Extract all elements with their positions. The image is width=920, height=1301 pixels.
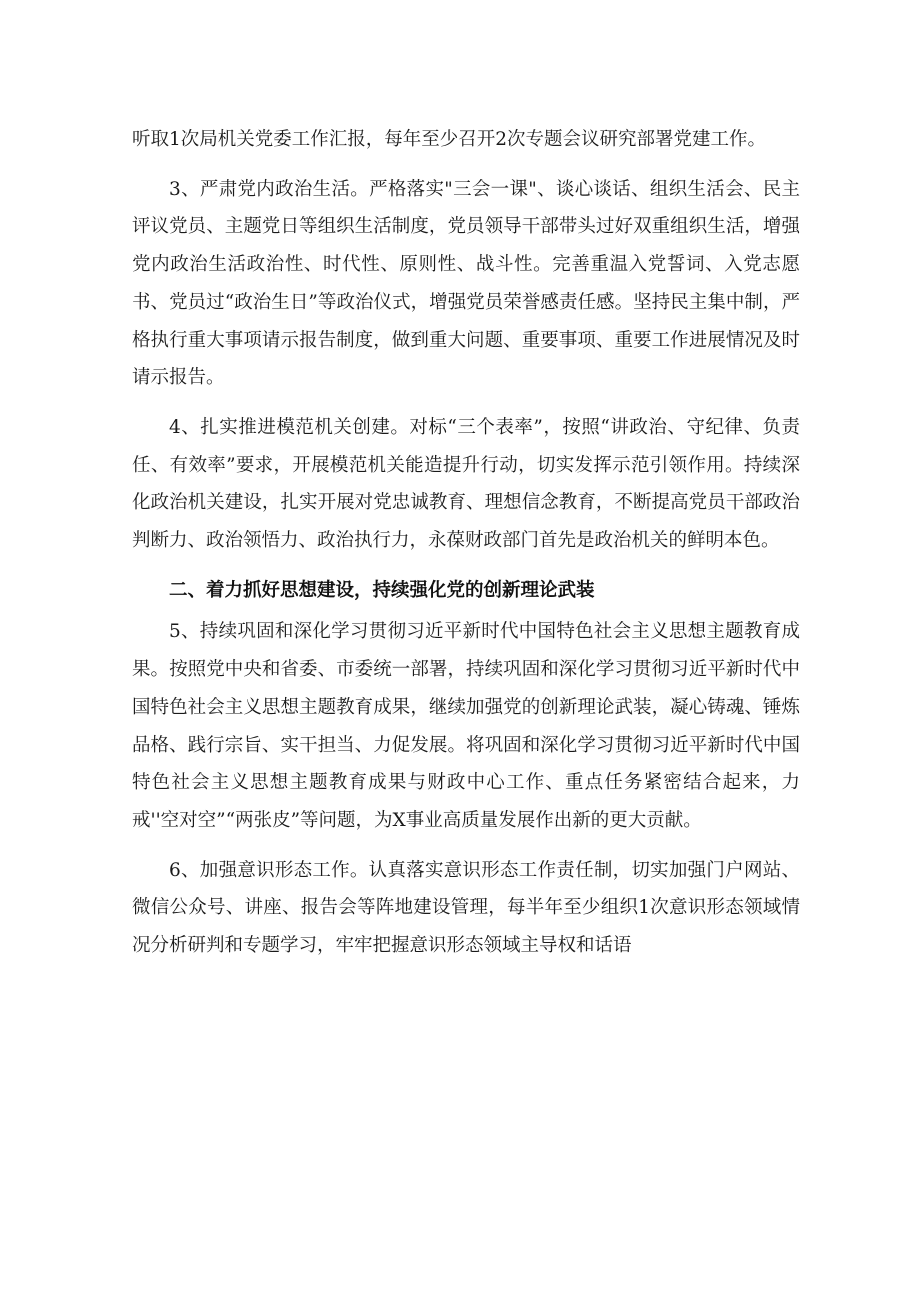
document-body xyxy=(132,121,800,977)
paragraph-5: 5、持续巩固和深化学习贯彻习近平新时代中国特色社会主义思想主题教育成果。按照党中央和省委、市委统一部署，持续巩固和深化学习贯彻习近平新时代中国特色社会主义思想主题教育成果，继续加强党的创新理论武装，凝心铸魂、锤炼品格、践行宗旨、实干担当、力促发展。将巩固和深化学习贯彻习近平新时代中国特色社会主义思想主题教育成果与财政中心工作、重点任务紧密结合起来，力戒''空对空”“两张皮”等问题，为X事业高质量发展作出新的更大贡献。 xyxy=(132,621,800,831)
paragraph-4: 4、扎实推进模范机关创建。对标“三个表率”，按照“讲政治、守纪律、负责任、有效率”要求，开展模范机关能造提升行动，切实发挥示范引领作用。持续深化政治机关建设，扎实开展对党忠诚教育、理想信念教育，不断提高党员干部政治判断力、政治领悟力、政治执行力，永葆财政部门首先是政治机关的鲜明本色。 xyxy=(132,416,800,552)
paragraph-6: 6、加强意识形态工作。认真落实意识形态工作责任制，切实加强门户网站、微信公众号、讲座、报告会等阵地建设管理，每半年至少组织1次意识形态领域情况分析研判和专题学习，牢牢把握意识形态领域主导权和话语 xyxy=(132,859,800,957)
paragraph-3: 3、严肃党内政治生活。严格落实"三会一课"、谈心谈话、组织生活会、民主评议党员、主题党日等组织生活制度，党员领导干部带头过好双重组织生活，增强党内政治生活政治性、时代性、原则性、战斗性。完善重温入党誓词、入党志愿书、党员过“政治生日”等政治仪式，增强党员荣誉感责任感。坚持民主集中制，严格执行重大事项请示报告制度，做到重大问题、重要事项、重要工作进展情况及时请示报告。 xyxy=(132,178,800,389)
section-heading: 二、着力抓好思想建设，持续强化党的创新理论武装 xyxy=(169,579,595,601)
paragraph-continued: 听取1次局机关党委工作汇报，每年至少召开2次专题会议研究部署党建工作。 xyxy=(132,129,767,150)
